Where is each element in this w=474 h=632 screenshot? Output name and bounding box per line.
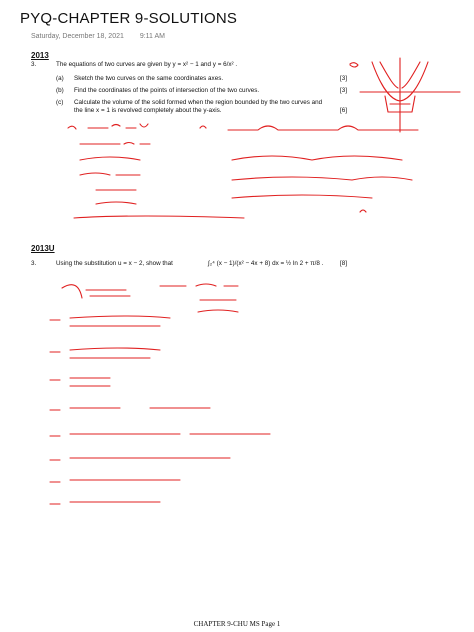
part-c-working <box>200 126 418 212</box>
sketch-graph <box>350 58 460 132</box>
section-heading-2013U: 2013U <box>31 244 55 253</box>
question-integral-2013U: ∫₂⁴ (x − 1)/(x² − 4x + 8) dx = ½ ln 2 + π/8 . <box>208 260 324 267</box>
note-time: 9:11 AM <box>139 33 165 40</box>
note-date: Saturday, December 18, 2021 <box>31 33 124 40</box>
part-b-text: Find the coordinates of the points of intersection of the two curves. <box>74 87 260 94</box>
part-a-text: Sketch the two curves on the same coordinates axes. <box>74 75 224 82</box>
question-number: 3. <box>31 61 37 68</box>
question-number-2013U: 3. <box>31 260 37 267</box>
part-c-label: (c) <box>56 99 64 106</box>
question-marks-2013U: [8] <box>340 260 348 267</box>
question-intro: The equations of two curves are given by y = x² − 1 and y = 6/x² . <box>56 61 238 68</box>
part-a-label: (a) <box>56 75 64 82</box>
page-footer: CHAPTER 9-CHU MS Page 1 <box>193 620 281 628</box>
question-text-2013U: Using the substitution u = x − 2, show that <box>56 260 173 267</box>
part-c-marks: [6] <box>340 107 348 114</box>
section-heading-2013: 2013 <box>31 51 49 60</box>
part-b-label: (b) <box>56 87 64 94</box>
part-a-marks: [3] <box>340 75 348 82</box>
page-title: PYQ-CHAPTER 9-SOLUTIONS <box>20 10 238 27</box>
part-b-working <box>68 124 244 218</box>
2013U-working <box>50 284 270 504</box>
part-b-marks: [3] <box>340 87 348 94</box>
part-c-text: Calculate the volume of the solid formed when the region bounded by the two curves and the line x = 1 is revolved completely about the y-axis. <box>74 99 323 114</box>
